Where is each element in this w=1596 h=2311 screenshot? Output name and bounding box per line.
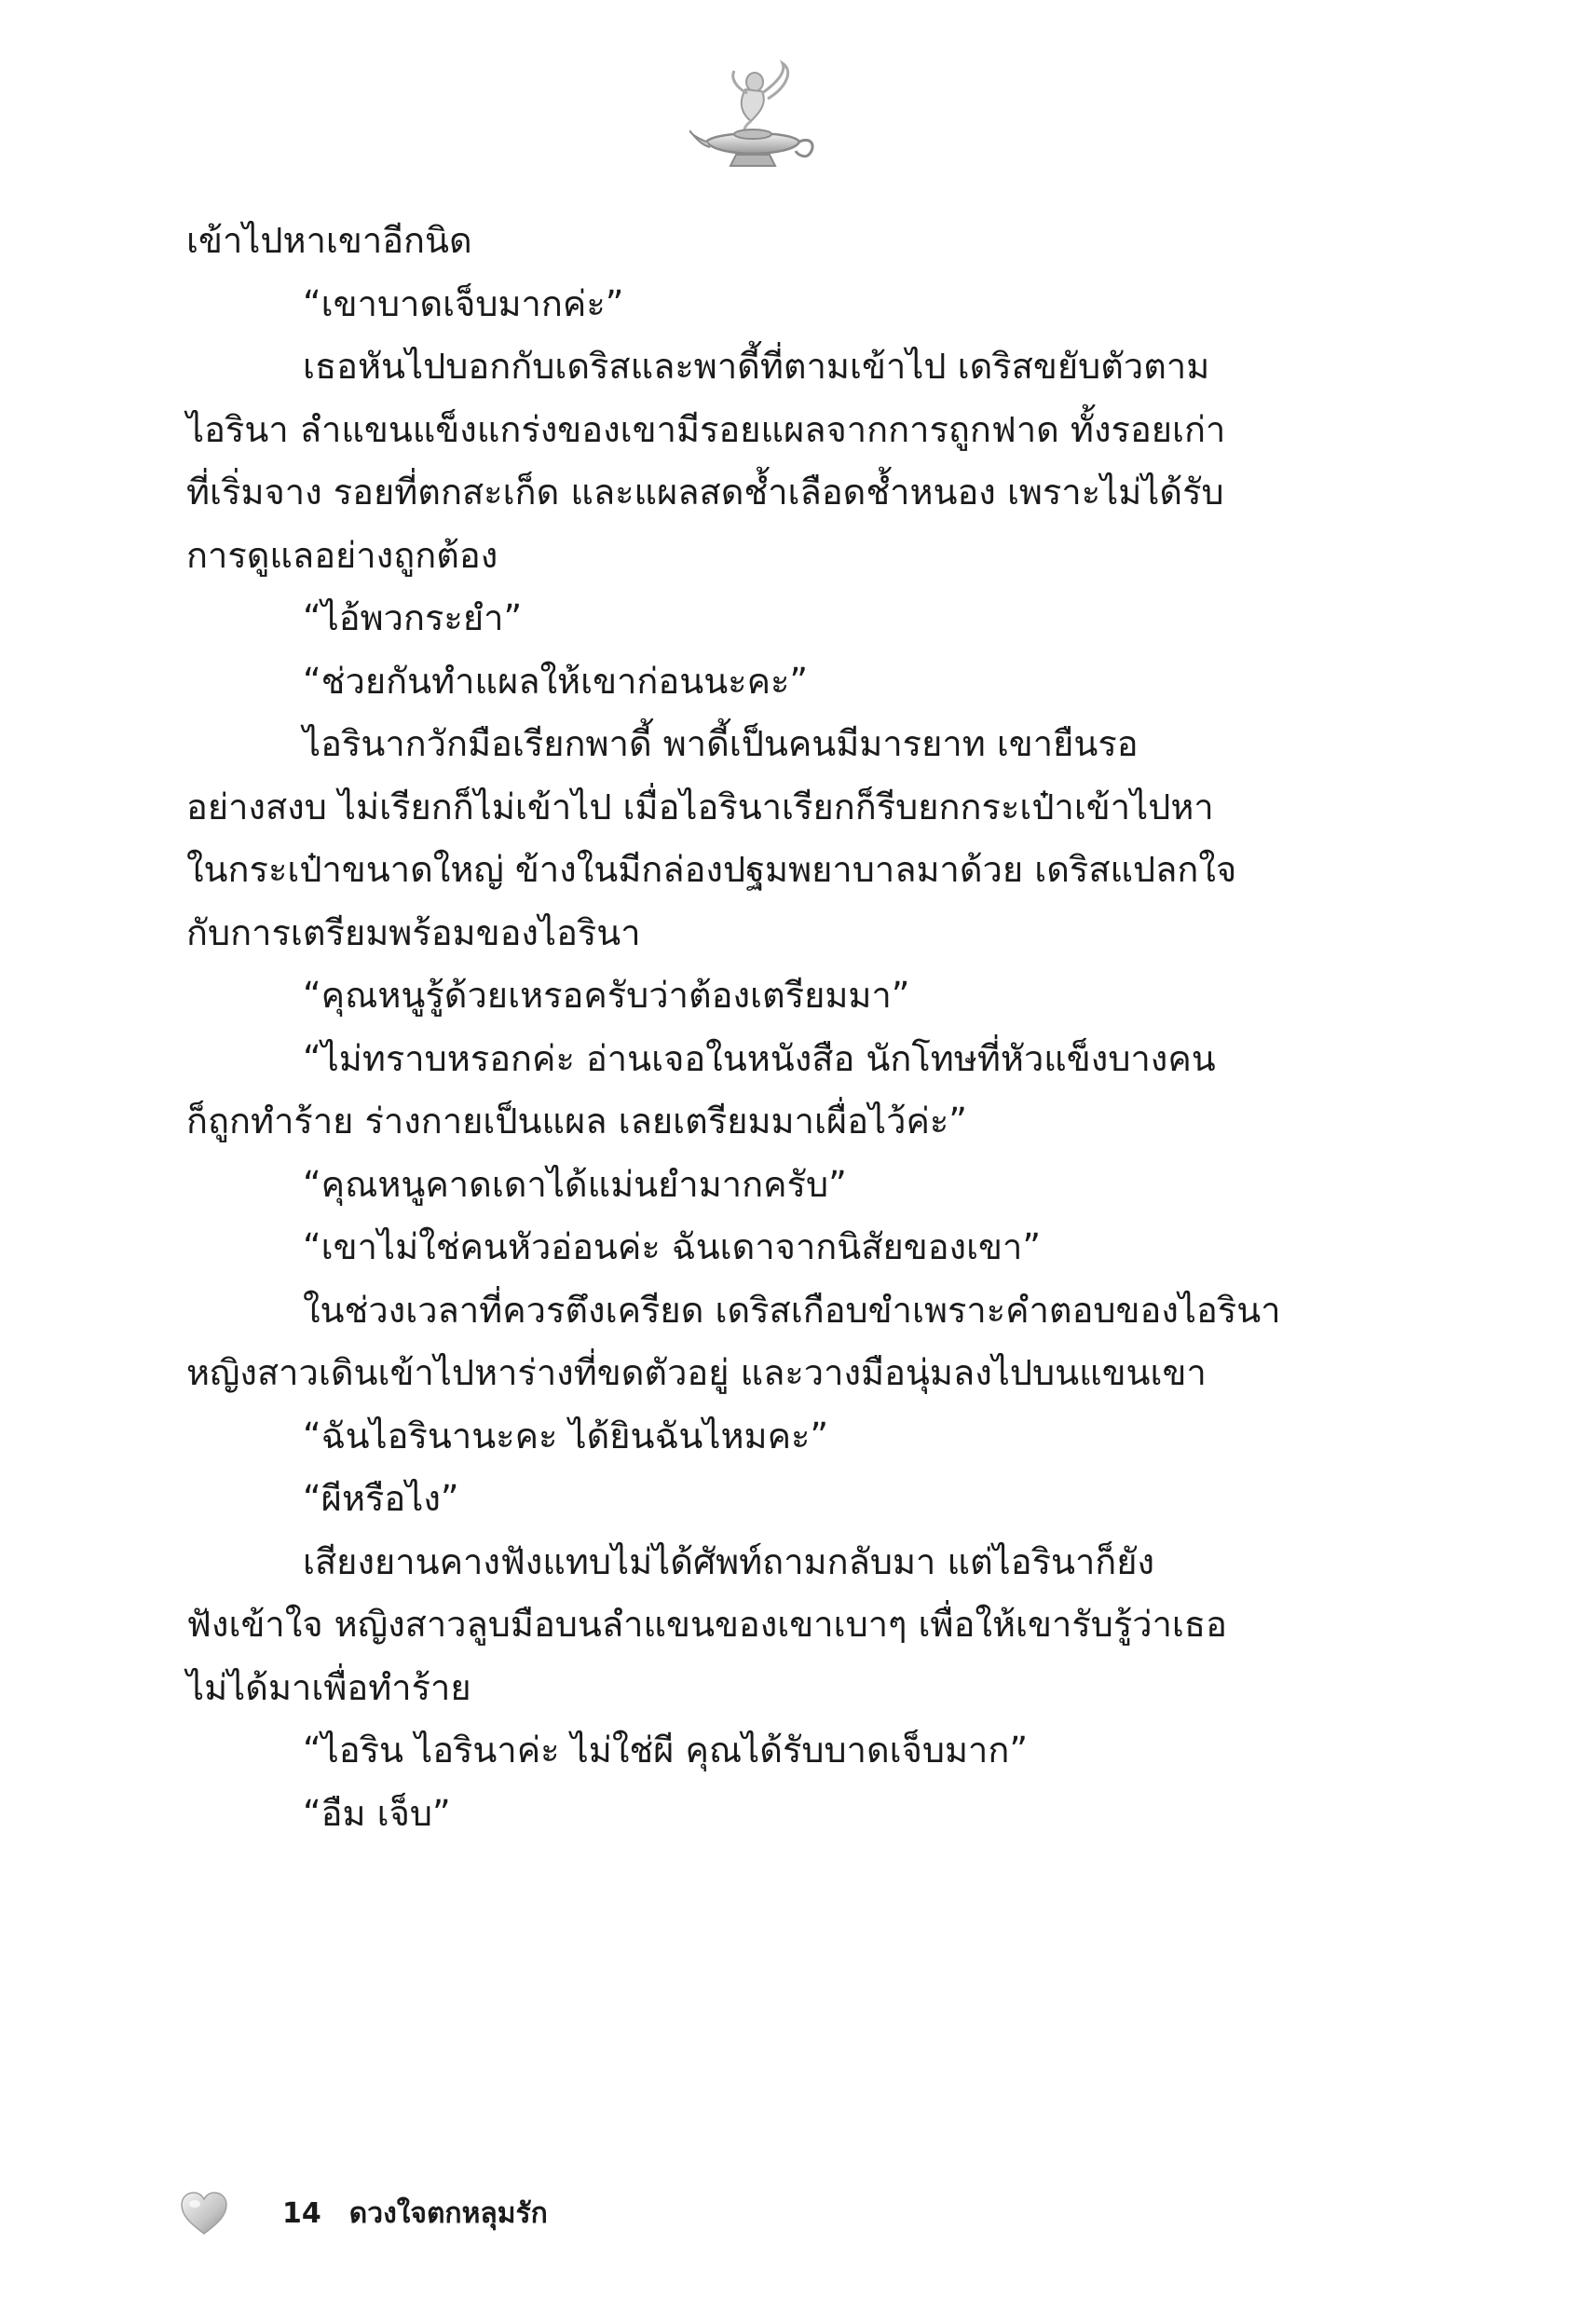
text-line: ไม่ได้มาเพื่อทำร้าย — [186, 1666, 471, 1708]
page-number: 14 — [282, 2196, 321, 2230]
text-line: “ไอริน ไอรินาค่ะ ไม่ใช่ผี คุณได้รับบาดเจ็บมาก” — [303, 1730, 1029, 1771]
text-line: ก็ถูกทำร้าย ร่างกายเป็นแผล เลยเตรียมมาเผื่อไว้ค่ะ” — [186, 1101, 967, 1142]
text-line: การดูแลอย่างถูกต้อง — [186, 534, 498, 576]
body-text — [186, 210, 1332, 1845]
text-line: “เขาไม่ใช่คนหัวอ่อนค่ะ ฉันเดาจากนิสัยของเขา” — [303, 1226, 1042, 1267]
text-line: กับการเตรียมพร้อมของไอรินา — [186, 911, 641, 953]
text-line: “อืม เจ็บ” — [303, 1792, 451, 1834]
text-line: อย่างสงบ ไม่เรียกก็ไม่เข้าไป เมื่อไอรินาเรียกก็รีบยกกระเป๋าเข้าไปหา — [186, 786, 1214, 827]
genie-lamp-icon — [689, 56, 820, 172]
text-line: หญิงสาวเดินเข้าไปหาร่างที่ขดตัวอยู่ และวางมือนุ่มลงไปบนแขนเขา — [186, 1352, 1207, 1393]
text-line: เข้าไปหาเขาอีกนิด — [186, 220, 472, 261]
text-line: ฟังเข้าใจ หญิงสาวลูบมือบนลำแขนของเขาเบาๆ เพื่อให้เขารับรู้ว่าเธอ — [186, 1604, 1227, 1645]
book-title: ดวงใจตกหลุมรัก — [348, 2196, 548, 2230]
text-line: ไอรินา ลำแขนแข็งแกร่งของเขามีรอยแผลจากการถูกฟาด ทั้งรอยเก่า — [186, 408, 1226, 450]
text-line: เธอหันไปบอกกับเดริสและพาดี้ที่ตามเข้าไป เดริสขยับตัวตาม — [303, 346, 1210, 387]
page-footer — [180, 2181, 548, 2246]
text-line: “ช่วยกันทำแผลให้เขาก่อนนะคะ” — [303, 660, 809, 702]
heart-icon — [180, 2191, 228, 2236]
text-line: ในกระเป๋าขนาดใหญ่ ข้างในมีกล่องปฐมพยาบาลมาด้วย เดริสแปลกใจ — [186, 849, 1237, 890]
text-line: “เขาบาดเจ็บมากค่ะ” — [303, 282, 624, 324]
text-line: “ฉันไอรินานะคะ ได้ยินฉันไหมคะ” — [303, 1415, 829, 1456]
text-line: “คุณหนูคาดเดาได้แม่นยำมากครับ” — [303, 1163, 847, 1205]
text-line: “คุณหนูรู้ด้วยเหรอครับว่าต้องเตรียมมา” — [303, 975, 910, 1016]
text-line: “ผีหรือไง” — [303, 1478, 459, 1519]
text-line: ไอรินากวักมือเรียกพาดี้ พาดี้เป็นคนมีมารยาท เขายืนรอ — [303, 723, 1139, 764]
text-line: “ไม่ทราบหรอกค่ะ อ่านเจอในหนังสือ นักโทษที่หัวแข็งบางคน — [303, 1037, 1216, 1079]
text-line: ในช่วงเวลาที่ควรตึงเครียด เดริสเกือบขำเพราะคำตอบของไอรินา — [303, 1289, 1281, 1331]
text-line: “ไอ้พวกระยำ” — [303, 597, 523, 638]
text-line: เสียงยานคางฟังแทบไม่ได้ศัพท์ถามกลับมา แต่ไอรินาก็ยัง — [303, 1540, 1155, 1582]
text-line: ที่เริ่มจาง รอยที่ตกสะเก็ด และแผลสดช้ำเลือดช้ำหนอง เพราะไม่ได้รับ — [186, 472, 1224, 513]
